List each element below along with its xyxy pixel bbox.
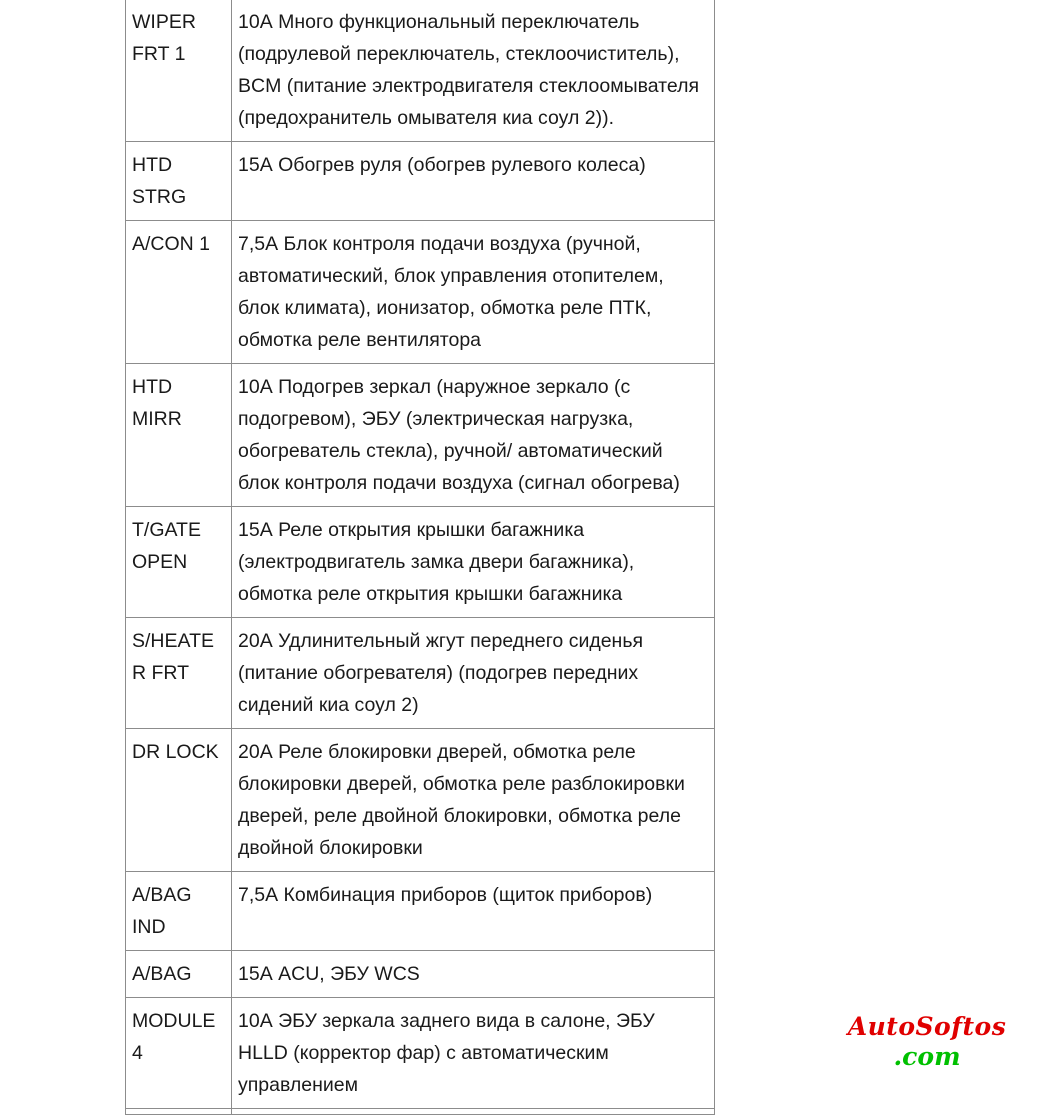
table-row-partial-bottom [126,1109,715,1115]
fuse-name-cell: S/HEATER FRT [126,618,232,729]
fuse-name-cell: MODULE 4 [126,998,232,1109]
fuse-name-cell: A/BAG [126,951,232,998]
fuse-description-cell: 7,5А Комбинация приборов (щиток приборов) [232,872,715,951]
fuse-name-cell [126,1109,232,1115]
fuse-description-cell: 10А Много функциональный переключатель (подрулевой переключатель, стеклоочиститель), BCM (питание электродвигателя стеклоомывателя (предохранитель омывателя киа соул 2)). [232,0,715,142]
watermark-logo [832,1012,1022,1072]
fuse-name-cell: DR LOCK [126,729,232,872]
fuse-name-cell: HTD STRG [126,142,232,221]
fuse-name-cell: T/GATE OPEN [126,507,232,618]
watermark-line2: .com [893,1042,961,1071]
table-row [126,0,715,142]
table-row [126,618,715,729]
fuse-description-cell: 15А Обогрев руля (обогрев рулевого колеса) [232,142,715,221]
fuse-name-cell: A/CON 1 [126,221,232,364]
table-row [126,507,715,618]
table-row [126,872,715,951]
table-row [126,142,715,221]
fuse-name-cell: HTD MIRR [126,364,232,507]
table-row [126,364,715,507]
fuse-description-cell: 15А ACU, ЭБУ WCS [232,951,715,998]
table-row [126,951,715,998]
fuse-description-cell: 7,5А Блок контроля подачи воздуха (ручной, автоматический, блок управления отопителем, блок климата), ионизатор, обмотка реле ПТК, обмотка реле вентилятора [232,221,715,364]
fuse-description-cell: 20А Удлинительный жгут переднего сиденья (питание обогревателя) (подогрев передних сидений киа соул 2) [232,618,715,729]
fuse-name-cell: A/BAG IND [126,872,232,951]
fuse-description-cell: 15А Реле открытия крышки багажника (электродвигатель замка двери багажника), обмотка реле открытия крышки багажника [232,507,715,618]
fuse-name-cell: WIPER FRT 1 [126,0,232,142]
fuse-description-cell: 20А Реле блокировки дверей, обмотка реле блокировки дверей, обмотка реле разблокировки дверей, реле двойной блокировки, обмотка реле двойной блокировки [232,729,715,872]
fuse-description-cell: 10А Подогрев зеркал (наружное зеркало (с подогревом), ЭБУ (электрическая нагрузка, обогреватель стекла), ручной/ автоматический блок контроля подачи воздуха (сигнал обогрева) [232,364,715,507]
fuse-table [125,0,715,1115]
fuse-description-cell: 10А ЭБУ зеркала заднего вида в салоне, ЭБУ HLLD (корректор фар) с автоматическим управлением [232,998,715,1109]
table-row [126,221,715,364]
table-row [126,998,715,1109]
table-row [126,729,715,872]
fuse-description-cell [232,1109,715,1115]
watermark-line1: AutoSoftos [847,1012,1007,1041]
